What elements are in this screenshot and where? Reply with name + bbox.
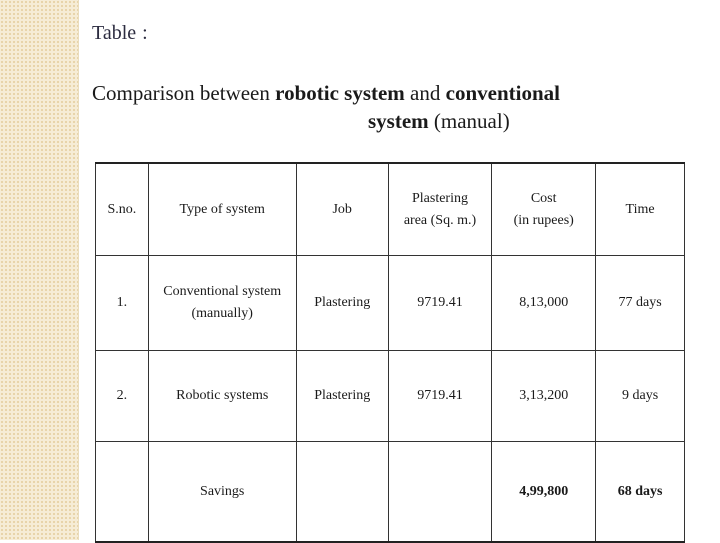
caption-line-2 xyxy=(92,107,652,135)
table-caption xyxy=(92,79,652,135)
savings-time: 68 days xyxy=(596,442,685,543)
header-cost-line2: (in rupees) xyxy=(513,212,574,228)
table-row xyxy=(96,351,685,442)
row2-job: Plastering xyxy=(296,351,388,442)
header-type: Type of system xyxy=(148,163,296,256)
table-row xyxy=(96,256,685,351)
decorative-side-strip xyxy=(0,0,79,540)
table-heading xyxy=(92,22,148,45)
caption-conventional: conventional xyxy=(445,81,560,105)
header-time: Time xyxy=(596,163,685,256)
row1-sno: 1. xyxy=(96,256,149,351)
header-job: Job xyxy=(296,163,388,256)
comparison-table xyxy=(95,162,685,543)
caption-text-1: Comparison between xyxy=(92,81,276,105)
row1-area: 9719.41 xyxy=(388,256,492,351)
row2-time: 9 days xyxy=(596,351,685,442)
row1-time: 77 days xyxy=(596,256,685,351)
savings-area-empty xyxy=(388,442,492,543)
row1-type-line1: Conventional system xyxy=(163,284,282,299)
row1-job: Plastering xyxy=(296,256,388,351)
row1-type xyxy=(148,256,296,351)
row1-type-line2: (manually) xyxy=(191,306,253,321)
caption-robotic-system: robotic system xyxy=(275,81,405,105)
header-area xyxy=(388,163,492,256)
table-header-row xyxy=(96,163,685,256)
heading-label: Table xyxy=(92,22,137,44)
savings-job-empty xyxy=(296,442,388,543)
caption-manual: (manual) xyxy=(428,109,510,133)
caption-system: system xyxy=(368,109,429,133)
savings-cost: 4,99,800 xyxy=(492,442,596,543)
savings-label: Savings xyxy=(148,442,296,543)
row2-sno: 2. xyxy=(96,351,149,442)
savings-sno-empty xyxy=(96,442,149,543)
savings-row xyxy=(96,442,685,543)
header-area-line2: area (Sq. m.) xyxy=(403,212,477,228)
row2-area: 9719.41 xyxy=(388,351,492,442)
header-cost-line1: Cost xyxy=(530,190,557,206)
header-sno: S.no. xyxy=(96,163,149,256)
header-area-line1: Plastering xyxy=(411,190,468,206)
heading-colon: : xyxy=(142,22,148,44)
header-cost xyxy=(492,163,596,256)
row2-cost: 3,13,200 xyxy=(492,351,596,442)
caption-text-2: and xyxy=(404,81,446,105)
row2-type: Robotic systems xyxy=(148,351,296,442)
row1-cost: 8,13,000 xyxy=(492,256,596,351)
